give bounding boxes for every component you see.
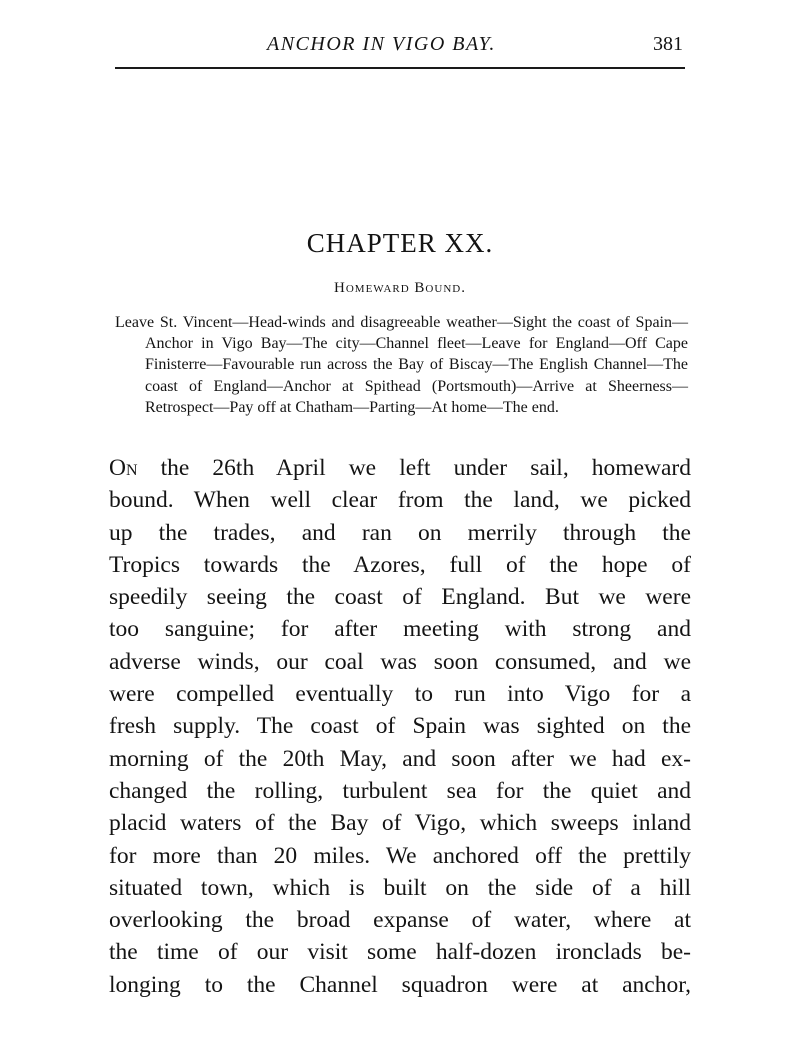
text-line: the time of our visit some half-dozen ironclads be- <box>109 939 691 966</box>
chapter-subtitle: Homeward Bound. <box>334 280 466 296</box>
page-number: 381 <box>653 33 683 55</box>
body-paragraph <box>109 452 691 1001</box>
text-line: Tropics towards the Azores, full of the hope of <box>109 551 691 578</box>
text-line: changed the rolling, turbulent sea for the quiet and <box>109 777 691 804</box>
header-rule <box>115 67 685 69</box>
text-line: longing to the Channel squadron were at anchor, <box>109 971 691 998</box>
chapter-synopsis: Leave St. Vincent—Head-winds and disagreeable weather—Sight the coast of Spain—Anchor in Vigo Bay—The city—Channel fleet—Leave for England—Off Cape Finisterre—Favourable run across the Bay of Biscay—The English Channel—The coast of England—Anchor at Spithead (Portsmouth)—Arrive at Sheerness—Retrospect—Pay off at Chatham—Parting—At home—The end. <box>115 314 688 416</box>
lead-word: On <box>109 455 138 481</box>
text-line: were compelled eventually to run into Vigo for a <box>109 681 691 708</box>
text-line: up the trades, and ran on merrily through the <box>109 519 691 546</box>
text-line: adverse winds, our coal was soon consumed, and we <box>109 648 691 675</box>
text-line: morning of the 20th May, and soon after we had ex- <box>109 745 691 772</box>
text-line: overlooking the broad expanse of water, where at <box>109 907 691 934</box>
text-line: for more than 20 miles. We anchored off the prettily <box>109 842 691 869</box>
text-line: fresh supply. The coast of Spain was sighted on the <box>109 713 691 740</box>
text-line: too sanguine; for after meeting with strong and <box>109 616 691 643</box>
chapter-title: CHAPTER XX. <box>306 228 494 258</box>
text-line: bound. When well clear from the land, we picked <box>109 487 691 514</box>
running-head <box>115 31 685 61</box>
text-line: speedily seeing the coast of England. But we were <box>109 584 691 611</box>
text-line: placid waters of the Bay of Vigo, which sweeps inland <box>109 810 691 837</box>
running-title: ANCHOR IN VIGO BAY. <box>267 33 496 55</box>
text-line: On the 26th April we left under sail, homeward <box>109 455 691 481</box>
text-line: situated town, which is built on the side of a hill <box>109 874 691 901</box>
